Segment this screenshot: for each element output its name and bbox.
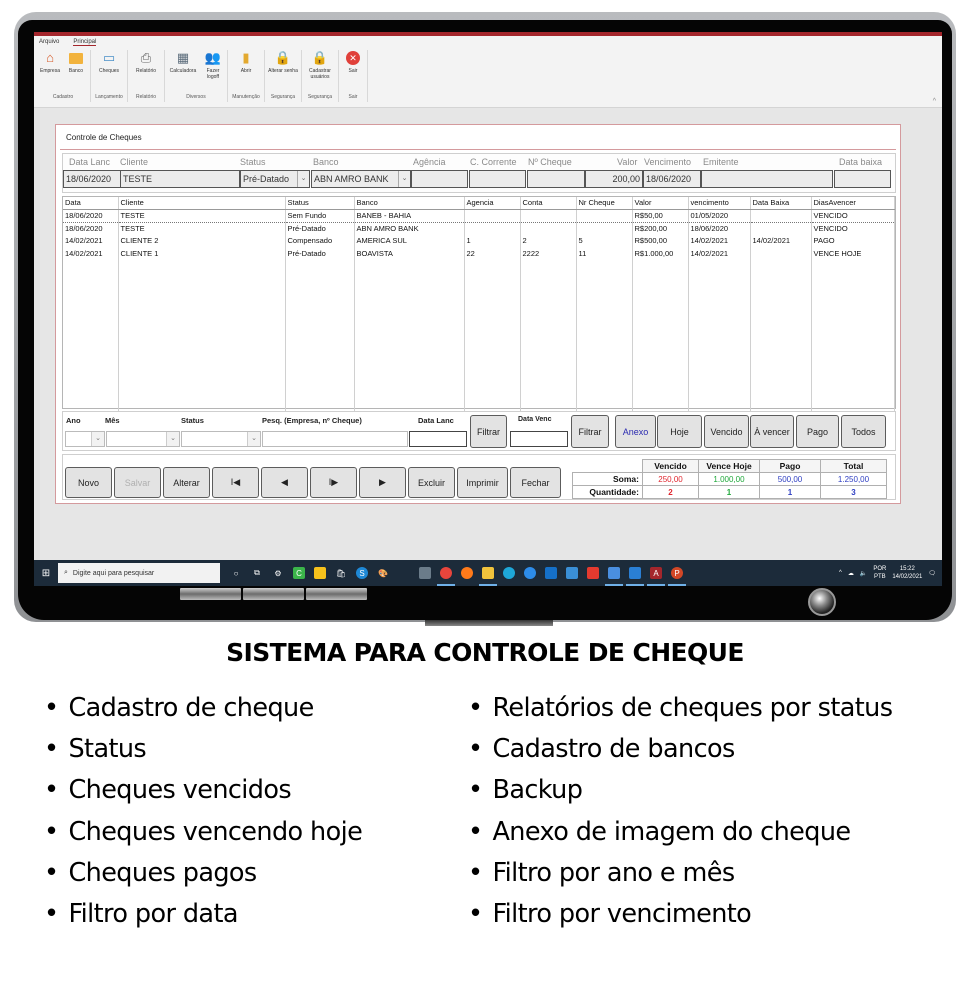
col-data-baixa[interactable]: Data Baixa xyxy=(750,197,811,210)
label-data-baixa: Data baixa xyxy=(839,157,883,167)
next-record-button[interactable]: I▶ xyxy=(310,467,357,498)
cell: 2222 xyxy=(520,248,576,261)
data-lanc-field[interactable]: 18/06/2020 xyxy=(63,170,121,188)
firefox-icon[interactable] xyxy=(461,567,473,579)
quantidade-vencido: 2 xyxy=(643,486,699,499)
controle-de-cheques-form xyxy=(55,124,901,504)
cell xyxy=(576,210,632,223)
cell: 14/02/2021 xyxy=(688,248,750,261)
monitor-button xyxy=(306,588,367,600)
cell: R$50,00 xyxy=(632,210,688,223)
empresa-button[interactable] xyxy=(38,50,62,92)
headline: SISTEMA PARA CONTROLE DE CHEQUE xyxy=(226,638,744,667)
empresa-label: Empresa xyxy=(39,68,60,74)
cell: VENCIDO xyxy=(811,223,895,236)
cell: R$1.000,00 xyxy=(632,248,688,261)
cell: Compensado xyxy=(285,235,354,248)
form-title: Controle de Cheques xyxy=(66,133,142,142)
data-lanc-filter-input[interactable] xyxy=(409,431,467,447)
calculator-icon: ▦ xyxy=(176,50,190,65)
lang-top: POR xyxy=(873,566,887,572)
label-mes: Mês xyxy=(105,416,120,425)
table-row[interactable] xyxy=(63,223,895,236)
navigation-bar xyxy=(62,454,896,500)
vencido-button[interactable]: Vencido xyxy=(704,415,749,448)
quantidade-vence-hoje: 1 xyxy=(699,486,760,499)
cell: BANEB - BAHIA xyxy=(354,210,464,223)
system-tray xyxy=(839,560,936,586)
taskbar-apps xyxy=(230,567,683,579)
label-vencimento: Vencimento xyxy=(644,157,692,167)
ribbon-group-lancamento xyxy=(91,50,128,102)
cell: 14/02/2021 xyxy=(63,235,118,248)
printer-icon: ⎙ xyxy=(140,50,152,65)
cheques-grid[interactable] xyxy=(62,196,896,409)
banco-value: ABN AMRO BANK xyxy=(314,174,389,184)
cell: 01/05/2020 xyxy=(688,210,750,223)
tab-principal[interactable]: Principal xyxy=(73,39,97,45)
cell: 18/06/2020 xyxy=(63,210,118,223)
fazer-logoff-label: Fazer logoff xyxy=(206,68,220,80)
sair-label: Sair xyxy=(348,68,358,74)
ribbon-group-seguranca-1 xyxy=(265,50,302,102)
clock-date: 14/02/2021 xyxy=(892,574,923,580)
monitor-stand xyxy=(425,620,553,626)
calculadora-button[interactable] xyxy=(167,50,199,92)
taskbar-search-box[interactable] xyxy=(58,563,220,583)
monitor-button xyxy=(243,588,304,600)
search-placeholder: Digite aqui para pesquisar xyxy=(72,569,155,577)
app-icon[interactable] xyxy=(545,567,557,579)
group-label-seguranca: Segurança xyxy=(270,94,296,100)
soma-pago: 500,00 xyxy=(760,473,821,486)
imprimir-button[interactable]: Imprimir xyxy=(457,467,508,498)
totals-table xyxy=(572,459,887,499)
store-icon[interactable]: 🛍 xyxy=(335,568,347,578)
chevron-down-icon[interactable]: ⌄ xyxy=(91,432,104,446)
language-indicator[interactable] xyxy=(873,565,886,581)
house-icon: ⌂ xyxy=(46,50,54,65)
banco-button[interactable] xyxy=(64,50,88,92)
ribbon-group-seguranca-2 xyxy=(302,50,339,102)
col-banco[interactable]: Banco xyxy=(354,197,464,210)
previous-record-button[interactable]: ◀ xyxy=(261,467,308,498)
cadastrar-usuarios-label: Cadastrar usuários xyxy=(309,68,331,80)
col-conta[interactable]: Conta xyxy=(520,197,576,210)
cheques-label: Cheques xyxy=(98,68,119,74)
totals-quantidade-row xyxy=(573,486,887,499)
soma-label: Soma: xyxy=(573,473,643,486)
label-c-corrente: C. Corrente xyxy=(470,157,517,167)
label-pesquisa: Pesq. (Empresa, nº Cheque) xyxy=(262,416,362,425)
label-data-lanc: Data Lanc xyxy=(69,157,111,167)
calculadora-label: Calculadora xyxy=(169,68,197,74)
photos-icon[interactable] xyxy=(566,567,578,579)
ribbon-group-cadastro xyxy=(36,50,91,102)
cell: TESTE xyxy=(118,223,285,236)
cell: VENCIDO xyxy=(811,210,895,223)
excluir-button[interactable]: Excluir xyxy=(408,467,455,498)
collapse-ribbon-icon[interactable]: ^ xyxy=(932,98,936,105)
windows-start-icon[interactable]: ⊞ xyxy=(41,567,51,579)
mes-select[interactable] xyxy=(106,431,180,447)
cell: 14/02/2021 xyxy=(750,235,811,248)
abrir-label: Abrir xyxy=(240,68,252,74)
cell: PAGO xyxy=(811,235,895,248)
cell: R$200,00 xyxy=(632,223,688,236)
label-banco: Banco xyxy=(313,157,339,167)
ribbon-groups xyxy=(36,50,368,102)
vencimento-field[interactable]: 18/06/2020 xyxy=(643,170,701,188)
cell: Sem Fundo xyxy=(285,210,354,223)
agencia-field[interactable] xyxy=(411,170,468,188)
feature-item: • Cheques vencendo hoje xyxy=(44,812,362,853)
chevron-down-icon[interactable]: ⌄ xyxy=(297,171,309,187)
col-agencia[interactable]: Agencia xyxy=(464,197,520,210)
windows-taskbar xyxy=(34,560,942,586)
fazer-logoff-button[interactable] xyxy=(201,50,225,92)
cell: 14/02/2021 xyxy=(688,235,750,248)
label-valor: Valor xyxy=(617,157,638,167)
sticky-notes-icon[interactable] xyxy=(314,567,326,579)
feature-item: • Status xyxy=(44,729,362,770)
lock-key-icon: 🔒 xyxy=(311,50,329,65)
cell xyxy=(464,210,520,223)
label-agencia: Agência xyxy=(413,157,446,167)
data-venc-filter-input[interactable] xyxy=(510,431,568,447)
cell: 2 xyxy=(520,235,576,248)
network-icon[interactable]: ☁ xyxy=(847,570,854,577)
totals-header-pago: Pago xyxy=(760,460,821,473)
status-value: Pré-Datado xyxy=(243,174,290,184)
feature-item: • Filtro por vencimento xyxy=(468,894,892,935)
grid-header-row xyxy=(63,197,895,210)
cliente-field[interactable]: TESTE xyxy=(120,170,240,188)
ribbon-tabs xyxy=(39,39,96,46)
skype-icon[interactable]: S xyxy=(356,567,368,579)
pesquisa-input[interactable] xyxy=(262,431,408,447)
salvar-button[interactable]: Salvar xyxy=(114,467,161,498)
table-row[interactable] xyxy=(63,210,895,223)
soma-total: 1.250,00 xyxy=(821,473,887,486)
group-label-relatorio: Relatório xyxy=(135,94,156,100)
ribbon-group-sair xyxy=(339,50,368,102)
close-circle-icon: ✕ xyxy=(345,50,361,66)
relatorio-label: Relatório xyxy=(135,68,156,74)
quantidade-total: 3 xyxy=(821,486,887,499)
search-icon: ⌕ xyxy=(64,569,68,576)
cell: VENCE HOJE xyxy=(811,248,895,261)
hoje-button[interactable]: Hoje xyxy=(657,415,702,448)
feature-item: • Filtro por data xyxy=(44,894,362,935)
cortana-icon[interactable]: ○ xyxy=(233,568,239,578)
status-filter-select[interactable] xyxy=(181,431,261,447)
settings-icon[interactable]: ⚙ xyxy=(274,568,282,578)
cell: CLIENTE 2 xyxy=(118,235,285,248)
chevron-down-icon[interactable]: ⌄ xyxy=(398,171,410,187)
cell: 14/02/2021 xyxy=(63,248,118,261)
chevron-down-icon[interactable]: ⌄ xyxy=(166,432,179,446)
label-emitente: Emitente xyxy=(703,157,739,167)
cell: AMERICA SUL xyxy=(354,235,464,248)
edge-icon[interactable] xyxy=(503,567,515,579)
monitor-button xyxy=(180,588,241,600)
access-icon[interactable]: A xyxy=(650,567,662,579)
detail-record-panel xyxy=(62,153,896,193)
cell: ABN AMRO BANK xyxy=(354,223,464,236)
alterar-senha-label: Alterar senha xyxy=(268,68,298,74)
group-label-diversos: Diversos xyxy=(186,94,206,100)
label-cliente: Cliente xyxy=(120,157,149,167)
clock[interactable] xyxy=(892,565,922,581)
feature-item: • Cheques pagos xyxy=(44,853,362,894)
filtrar-data-venc-button[interactable]: Filtrar xyxy=(571,415,609,448)
powerpoint-icon[interactable]: P xyxy=(671,567,683,579)
file-explorer-icon[interactable] xyxy=(482,567,494,579)
soma-vence-hoje: 1.000,00 xyxy=(699,473,760,486)
task-view-icon[interactable]: ⧉ xyxy=(254,568,260,577)
cadastrar-usuarios-button[interactable] xyxy=(304,50,336,92)
cell: R$500,00 xyxy=(632,235,688,248)
feature-item: • Cadastro de cheque xyxy=(44,688,362,729)
group-label-seguranca-2: Segurança xyxy=(307,94,333,100)
label-status: Status xyxy=(240,157,266,167)
show-hidden-icons-icon[interactable]: ^ xyxy=(839,570,842,576)
label-ano: Ano xyxy=(66,416,81,425)
totals-header-vencido: Vencido xyxy=(643,460,699,473)
label-data-venc-filter: Data Venc xyxy=(518,416,552,423)
feature-item: • Anexo de imagem do cheque xyxy=(468,812,892,853)
col-nr-cheque[interactable]: Nr Cheque xyxy=(576,197,632,210)
cheques-button[interactable] xyxy=(93,50,125,92)
ribbon-group-relatorio xyxy=(128,50,165,102)
group-label-manutencao: Manutenção xyxy=(232,94,260,100)
feature-item: • Filtro por ano e mês xyxy=(468,853,892,894)
cheques-icon: ▭ xyxy=(102,50,116,65)
paint-icon[interactable]: 🎨 xyxy=(378,568,388,578)
abrir-button[interactable] xyxy=(230,50,262,92)
ribbon-group-diversos xyxy=(165,50,228,102)
lang-bottom: PTB xyxy=(874,574,886,580)
col-dias-avencer[interactable]: DiasAvencer xyxy=(811,197,895,210)
cell: CLIENTE 1 xyxy=(118,248,285,261)
todos-button[interactable]: Todos xyxy=(841,415,886,448)
notifications-icon[interactable]: 🗨 xyxy=(928,570,936,577)
fechar-button[interactable]: Fechar xyxy=(510,467,561,498)
filter-bar xyxy=(62,411,896,451)
backup-icon: ▮ xyxy=(242,50,250,65)
label-data-lanc-filter: Data Lanc xyxy=(418,416,454,425)
alterar-button[interactable]: Alterar xyxy=(163,467,210,498)
cell xyxy=(750,210,811,223)
ano-select[interactable] xyxy=(65,431,105,447)
monitor-buttons xyxy=(180,588,367,600)
valor-field[interactable]: 200,00 xyxy=(585,170,643,188)
totals-soma-row xyxy=(573,473,887,486)
sair-button[interactable] xyxy=(341,50,365,92)
folder-icon xyxy=(68,50,84,66)
chat-icon[interactable] xyxy=(608,567,620,579)
feature-item: • Relatórios de cheques por status xyxy=(468,688,892,729)
cell: 18/06/2020 xyxy=(63,223,118,236)
cell xyxy=(750,223,811,236)
tab-arquivo[interactable]: Arquivo xyxy=(39,39,60,45)
last-record-button[interactable]: ▶ xyxy=(359,467,406,498)
cell: TESTE xyxy=(118,210,285,223)
c-corrente-field[interactable] xyxy=(469,170,526,188)
totals-header-total: Total xyxy=(821,460,887,473)
features-right-list xyxy=(468,688,892,935)
nr-cheque-field[interactable] xyxy=(527,170,585,188)
screen xyxy=(34,32,942,586)
feature-item: • Cheques vencidos xyxy=(44,770,362,811)
quantidade-pago: 1 xyxy=(760,486,821,499)
chevron-down-icon[interactable]: ⌄ xyxy=(247,432,260,446)
pago-button[interactable]: Pago xyxy=(796,415,839,448)
cell xyxy=(576,223,632,236)
cell xyxy=(464,223,520,236)
banco-select[interactable] xyxy=(311,170,411,188)
grid-empty-area xyxy=(63,260,895,420)
cell: 1 xyxy=(464,235,520,248)
clock-time: 15:22 xyxy=(899,566,915,572)
ribbon-group-manutencao xyxy=(228,50,265,102)
cell xyxy=(520,210,576,223)
users-key-icon: 👥 xyxy=(204,50,222,65)
status-select[interactable] xyxy=(240,170,310,188)
cell: 22 xyxy=(464,248,520,261)
label-status-filter: Status xyxy=(181,416,204,425)
divider xyxy=(60,149,896,150)
volume-icon[interactable]: 🔈 xyxy=(859,570,868,577)
a-vencer-button[interactable]: À vencer xyxy=(750,415,794,448)
features-left-list xyxy=(44,688,362,935)
group-label-lancamento: Lançamento xyxy=(95,94,123,100)
cell: 18/06/2020 xyxy=(688,223,750,236)
soma-vencido: 250,00 xyxy=(643,473,699,486)
totals-header-vence-hoje: Vence Hoje xyxy=(699,460,760,473)
table-row[interactable] xyxy=(63,248,895,261)
cell: BOAVISTA xyxy=(354,248,464,261)
cell: Pré-Datado xyxy=(285,223,354,236)
table-row[interactable] xyxy=(63,235,895,248)
first-record-button[interactable]: I◀ xyxy=(212,467,259,498)
col-valor[interactable]: Valor xyxy=(632,197,688,210)
cell xyxy=(520,223,576,236)
filtrar-data-lanc-button[interactable]: Filtrar xyxy=(470,415,507,448)
totals-header-row xyxy=(573,460,887,473)
data-baixa-field[interactable] xyxy=(834,170,891,188)
cell: Pré-Datado xyxy=(285,248,354,261)
power-button-icon xyxy=(808,588,836,616)
teams-icon[interactable] xyxy=(629,567,641,579)
group-label-cadastro: Cadastro xyxy=(52,94,74,100)
lock-key-icon: 🔒 xyxy=(274,50,292,65)
novo-button[interactable]: Novo xyxy=(65,467,112,498)
chrome-icon[interactable] xyxy=(440,567,452,579)
label-nr-cheque: Nº Cheque xyxy=(528,157,572,167)
banco-label: Banco xyxy=(68,68,84,74)
ribbon xyxy=(34,36,942,108)
anexo-button[interactable]: Anexo xyxy=(615,415,656,448)
camtasia-icon[interactable]: C xyxy=(293,567,305,579)
teamviewer-icon[interactable] xyxy=(524,567,536,579)
cell: 11 xyxy=(576,248,632,261)
quantidade-label: Quantidade: xyxy=(573,486,643,499)
feature-item: • Cadastro de bancos xyxy=(468,729,892,770)
col-status[interactable]: Status xyxy=(285,197,354,210)
col-cliente[interactable]: Cliente xyxy=(118,197,285,210)
cell xyxy=(750,248,811,261)
calculator-icon[interactable] xyxy=(419,567,431,579)
col-data[interactable]: Data xyxy=(63,197,118,210)
emitente-field[interactable] xyxy=(701,170,833,188)
relatorio-button[interactable] xyxy=(130,50,162,92)
alterar-senha-button[interactable] xyxy=(267,50,299,92)
group-label-sair: Sair xyxy=(348,94,358,100)
col-vencimento[interactable]: vencimento xyxy=(688,197,750,210)
cell: 5 xyxy=(576,235,632,248)
feature-item: • Backup xyxy=(468,770,892,811)
anydesk-icon[interactable] xyxy=(587,567,599,579)
